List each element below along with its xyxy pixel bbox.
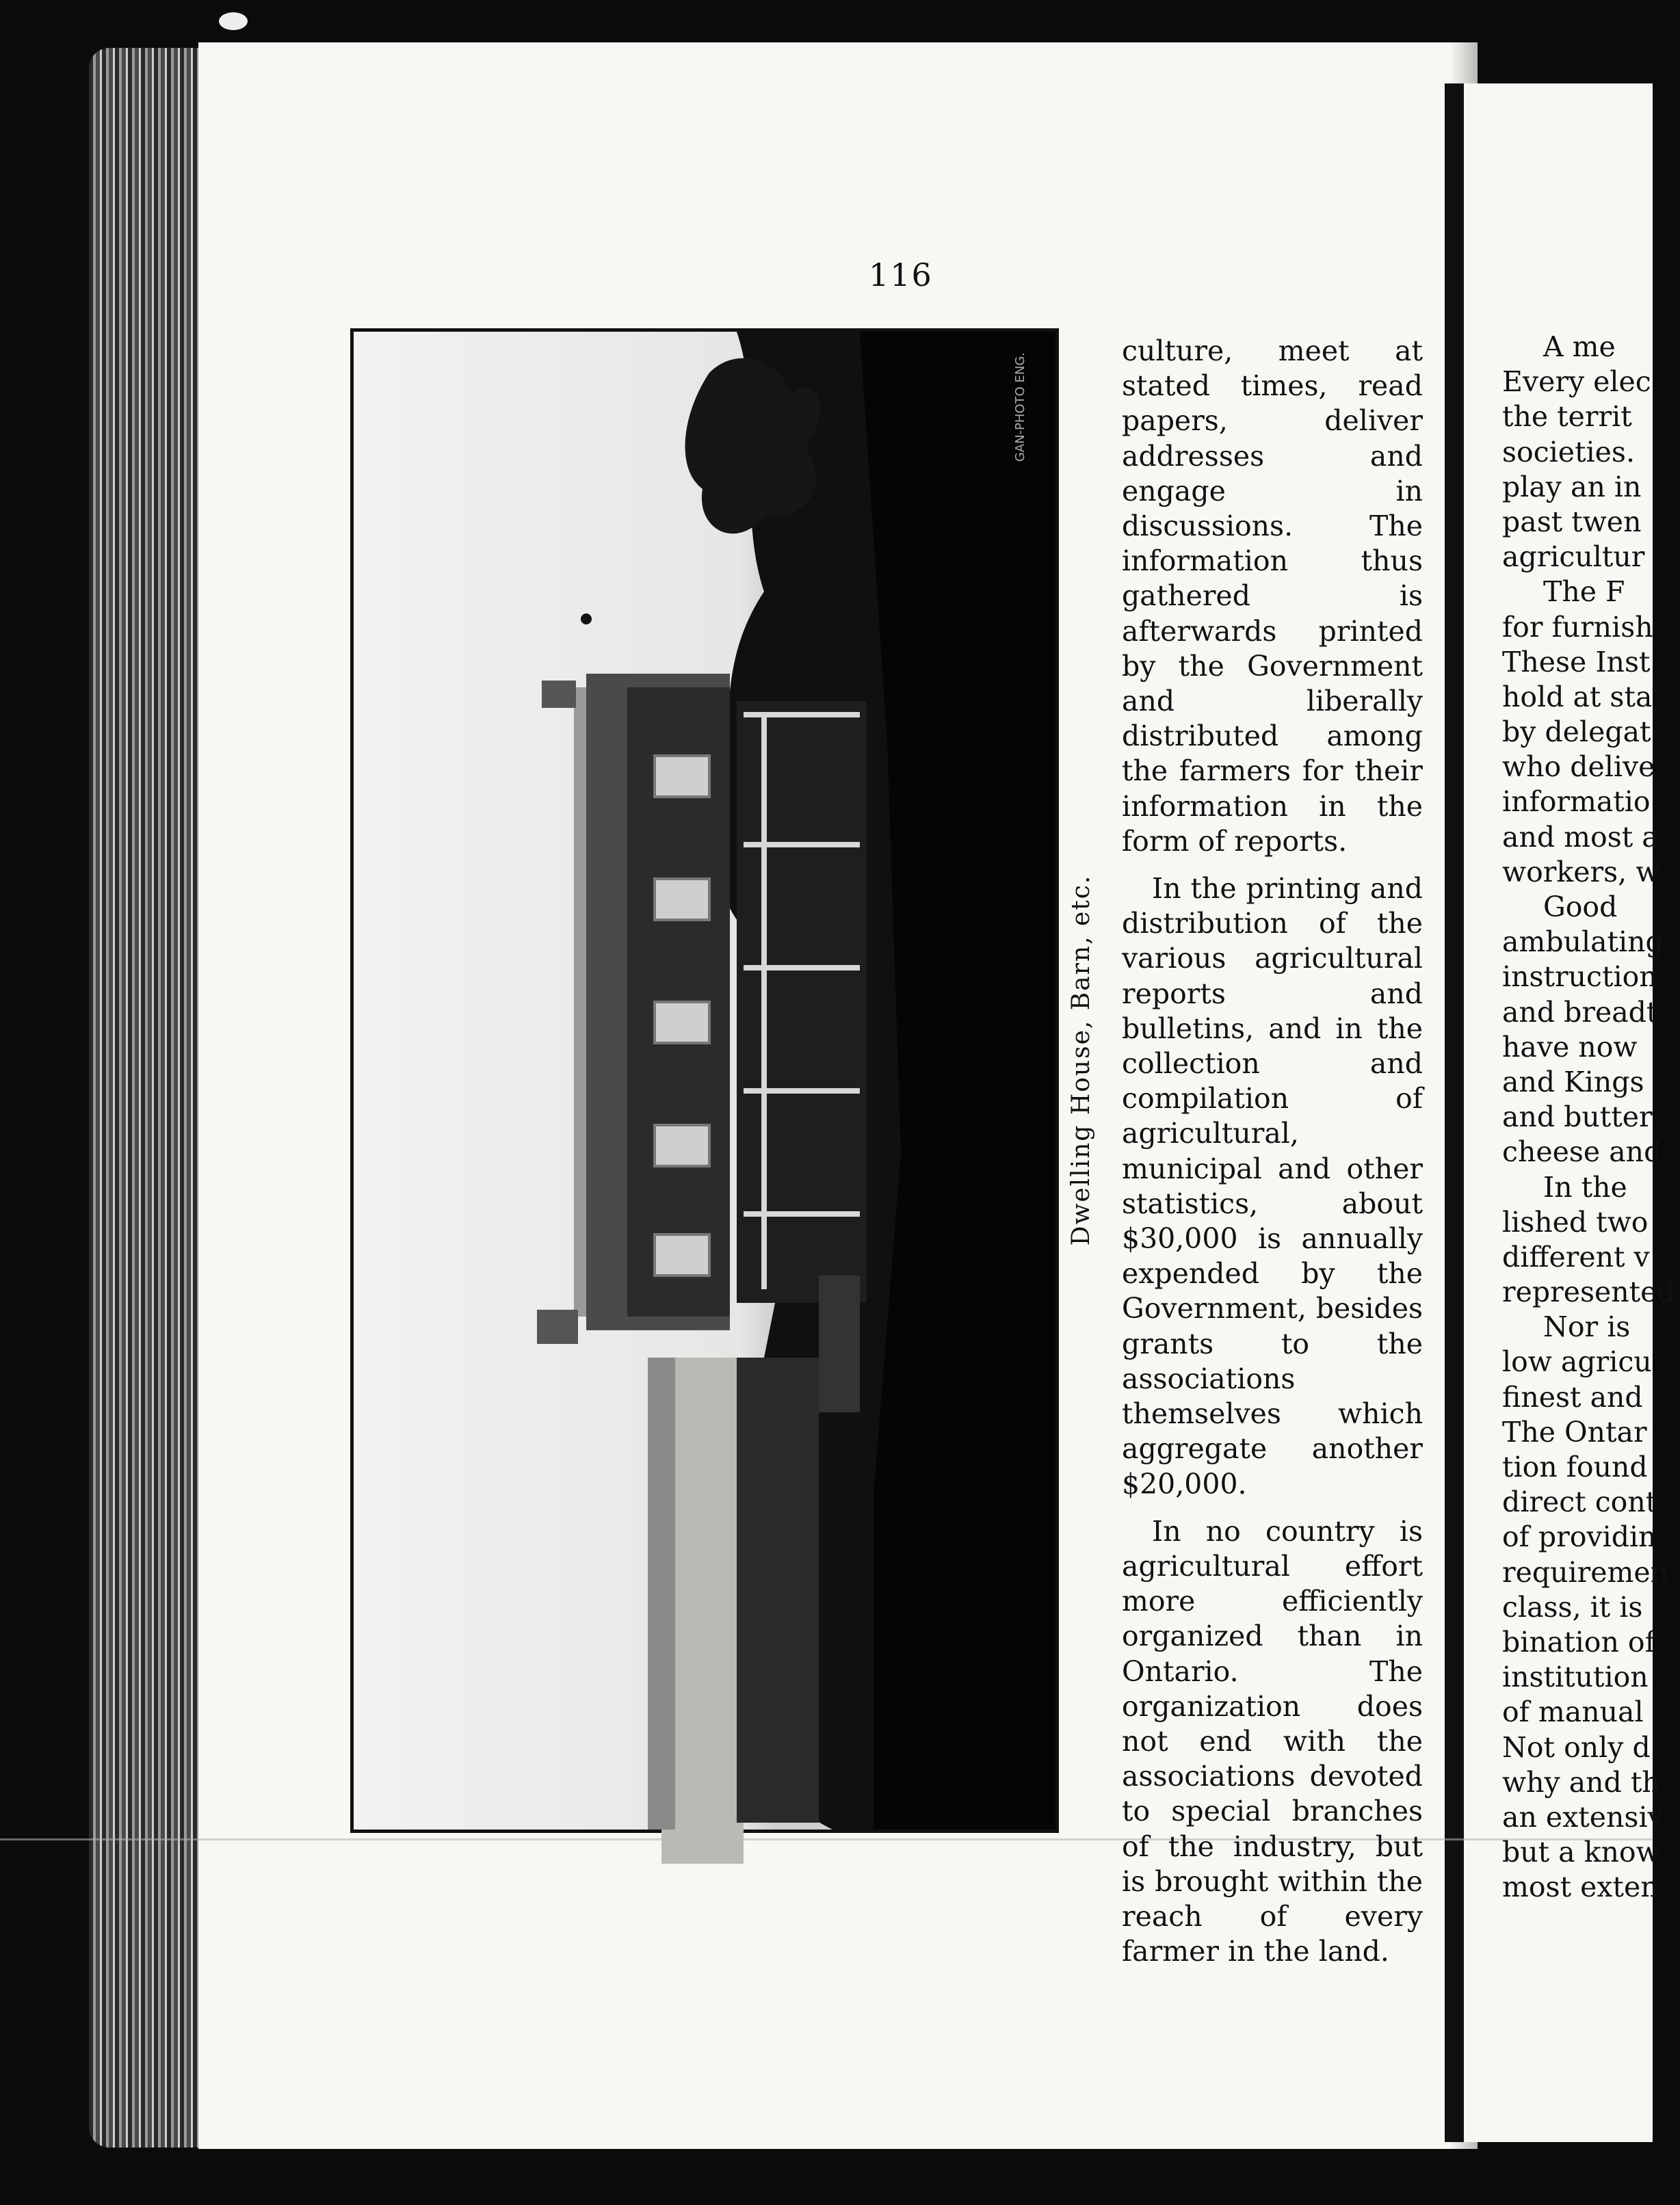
facing-page-line: lished two: [1502, 1205, 1649, 1239]
paragraph: culture, meet at stated times, read papers, deliver addresses and engage in discussions. The information thus gathered is afterwards printed by the Government and liberally distributed among the farmers for their information in the form of reports.: [1122, 334, 1423, 858]
facing-page-line: of manual: [1502, 1695, 1644, 1729]
facing-page-line: hold at sta: [1502, 680, 1653, 713]
facing-page-line: bination of: [1502, 1625, 1655, 1659]
facing-page-line: but a know: [1502, 1836, 1660, 1869]
facing-page-line: and breadt: [1502, 995, 1658, 1029]
facing-page-line: informatio: [1502, 785, 1651, 819]
facing-page-line: low agricu: [1502, 1345, 1652, 1379]
facing-page-text: [1502, 330, 1680, 1905]
facing-page-line: requiremen: [1502, 1555, 1669, 1589]
facing-page-line: and Kings: [1502, 1065, 1644, 1098]
facing-page-line: and butter: [1502, 1100, 1653, 1134]
facing-page-line: institution: [1502, 1661, 1649, 1694]
facing-page-line: workers, w: [1502, 855, 1660, 888]
page-number: 116: [869, 256, 933, 293]
facing-page-line: different v: [1502, 1240, 1650, 1273]
paragraph: In the printing and distribution of the various agricultural reports and bulletins, and in the collection and compilation of agricultural, municipal and other statistics, about $30,000 is annually expended by the Government, besides grants to the associations themselves which aggregate another $20,000.: [1122, 872, 1423, 1501]
facing-page-line: Nor is: [1543, 1310, 1631, 1344]
facing-page-line: Not only d: [1502, 1730, 1651, 1764]
facing-page-line: past twen: [1502, 505, 1642, 538]
facing-page-line: A me: [1543, 330, 1616, 363]
paragraph: In no country is agricultural effort more efficiently organized than in Ontario. The organization does not end with the associations devoted to special branches of the industry, but is brought within the reach of every farmer in the land.: [1122, 1514, 1423, 1968]
facing-page-line: These Inst: [1502, 645, 1651, 678]
facing-page-line: societies.: [1502, 435, 1635, 468]
facing-page-line: an extensiv: [1502, 1800, 1664, 1834]
dust-speck: [219, 12, 248, 30]
facing-page-line: the territ: [1502, 400, 1632, 434]
facing-page-line: Every elec: [1502, 365, 1651, 399]
facing-page-line: play an in: [1502, 470, 1642, 503]
facing-page-line: finest and: [1502, 1380, 1643, 1414]
facing-page-line: instruction: [1502, 960, 1657, 994]
facing-page-line: ambulating: [1502, 925, 1664, 959]
facing-page-line: for furnish: [1502, 610, 1653, 644]
farmhouse-photo: [354, 332, 1055, 1830]
facing-page-line: most exten: [1502, 1871, 1659, 1904]
book-page-edges: [89, 48, 205, 2148]
facing-page-line: tion found: [1502, 1451, 1648, 1483]
facing-page-line: Good: [1543, 890, 1618, 923]
facing-page-line: cheese and: [1502, 1135, 1662, 1169]
engraver-mark: GAN-PHOTO ENG.: [1013, 352, 1027, 462]
facing-page-line: direct cont: [1502, 1486, 1657, 1519]
facing-page-line: agricultur: [1502, 540, 1645, 574]
body-text-column: [1122, 334, 1423, 1969]
photograph-plate: [350, 328, 1059, 1833]
facing-page-line: The Ontar: [1502, 1415, 1647, 1449]
facing-page-line: and most a: [1502, 820, 1659, 854]
facing-page-line: represented: [1502, 1276, 1675, 1309]
facing-page-line: by delegat: [1502, 715, 1651, 749]
facing-page-line: class, it is: [1502, 1590, 1643, 1624]
photo-caption: Dwelling House, Barn, etc.: [1067, 874, 1095, 1246]
facing-page-line: In the: [1543, 1170, 1627, 1204]
facing-page-line: who delive: [1502, 750, 1655, 784]
facing-page-line: of providin: [1502, 1520, 1657, 1554]
facing-page-line: The F: [1543, 575, 1625, 609]
facing-page-line: have now: [1502, 1030, 1638, 1064]
facing-page-line: why and th: [1502, 1765, 1660, 1799]
